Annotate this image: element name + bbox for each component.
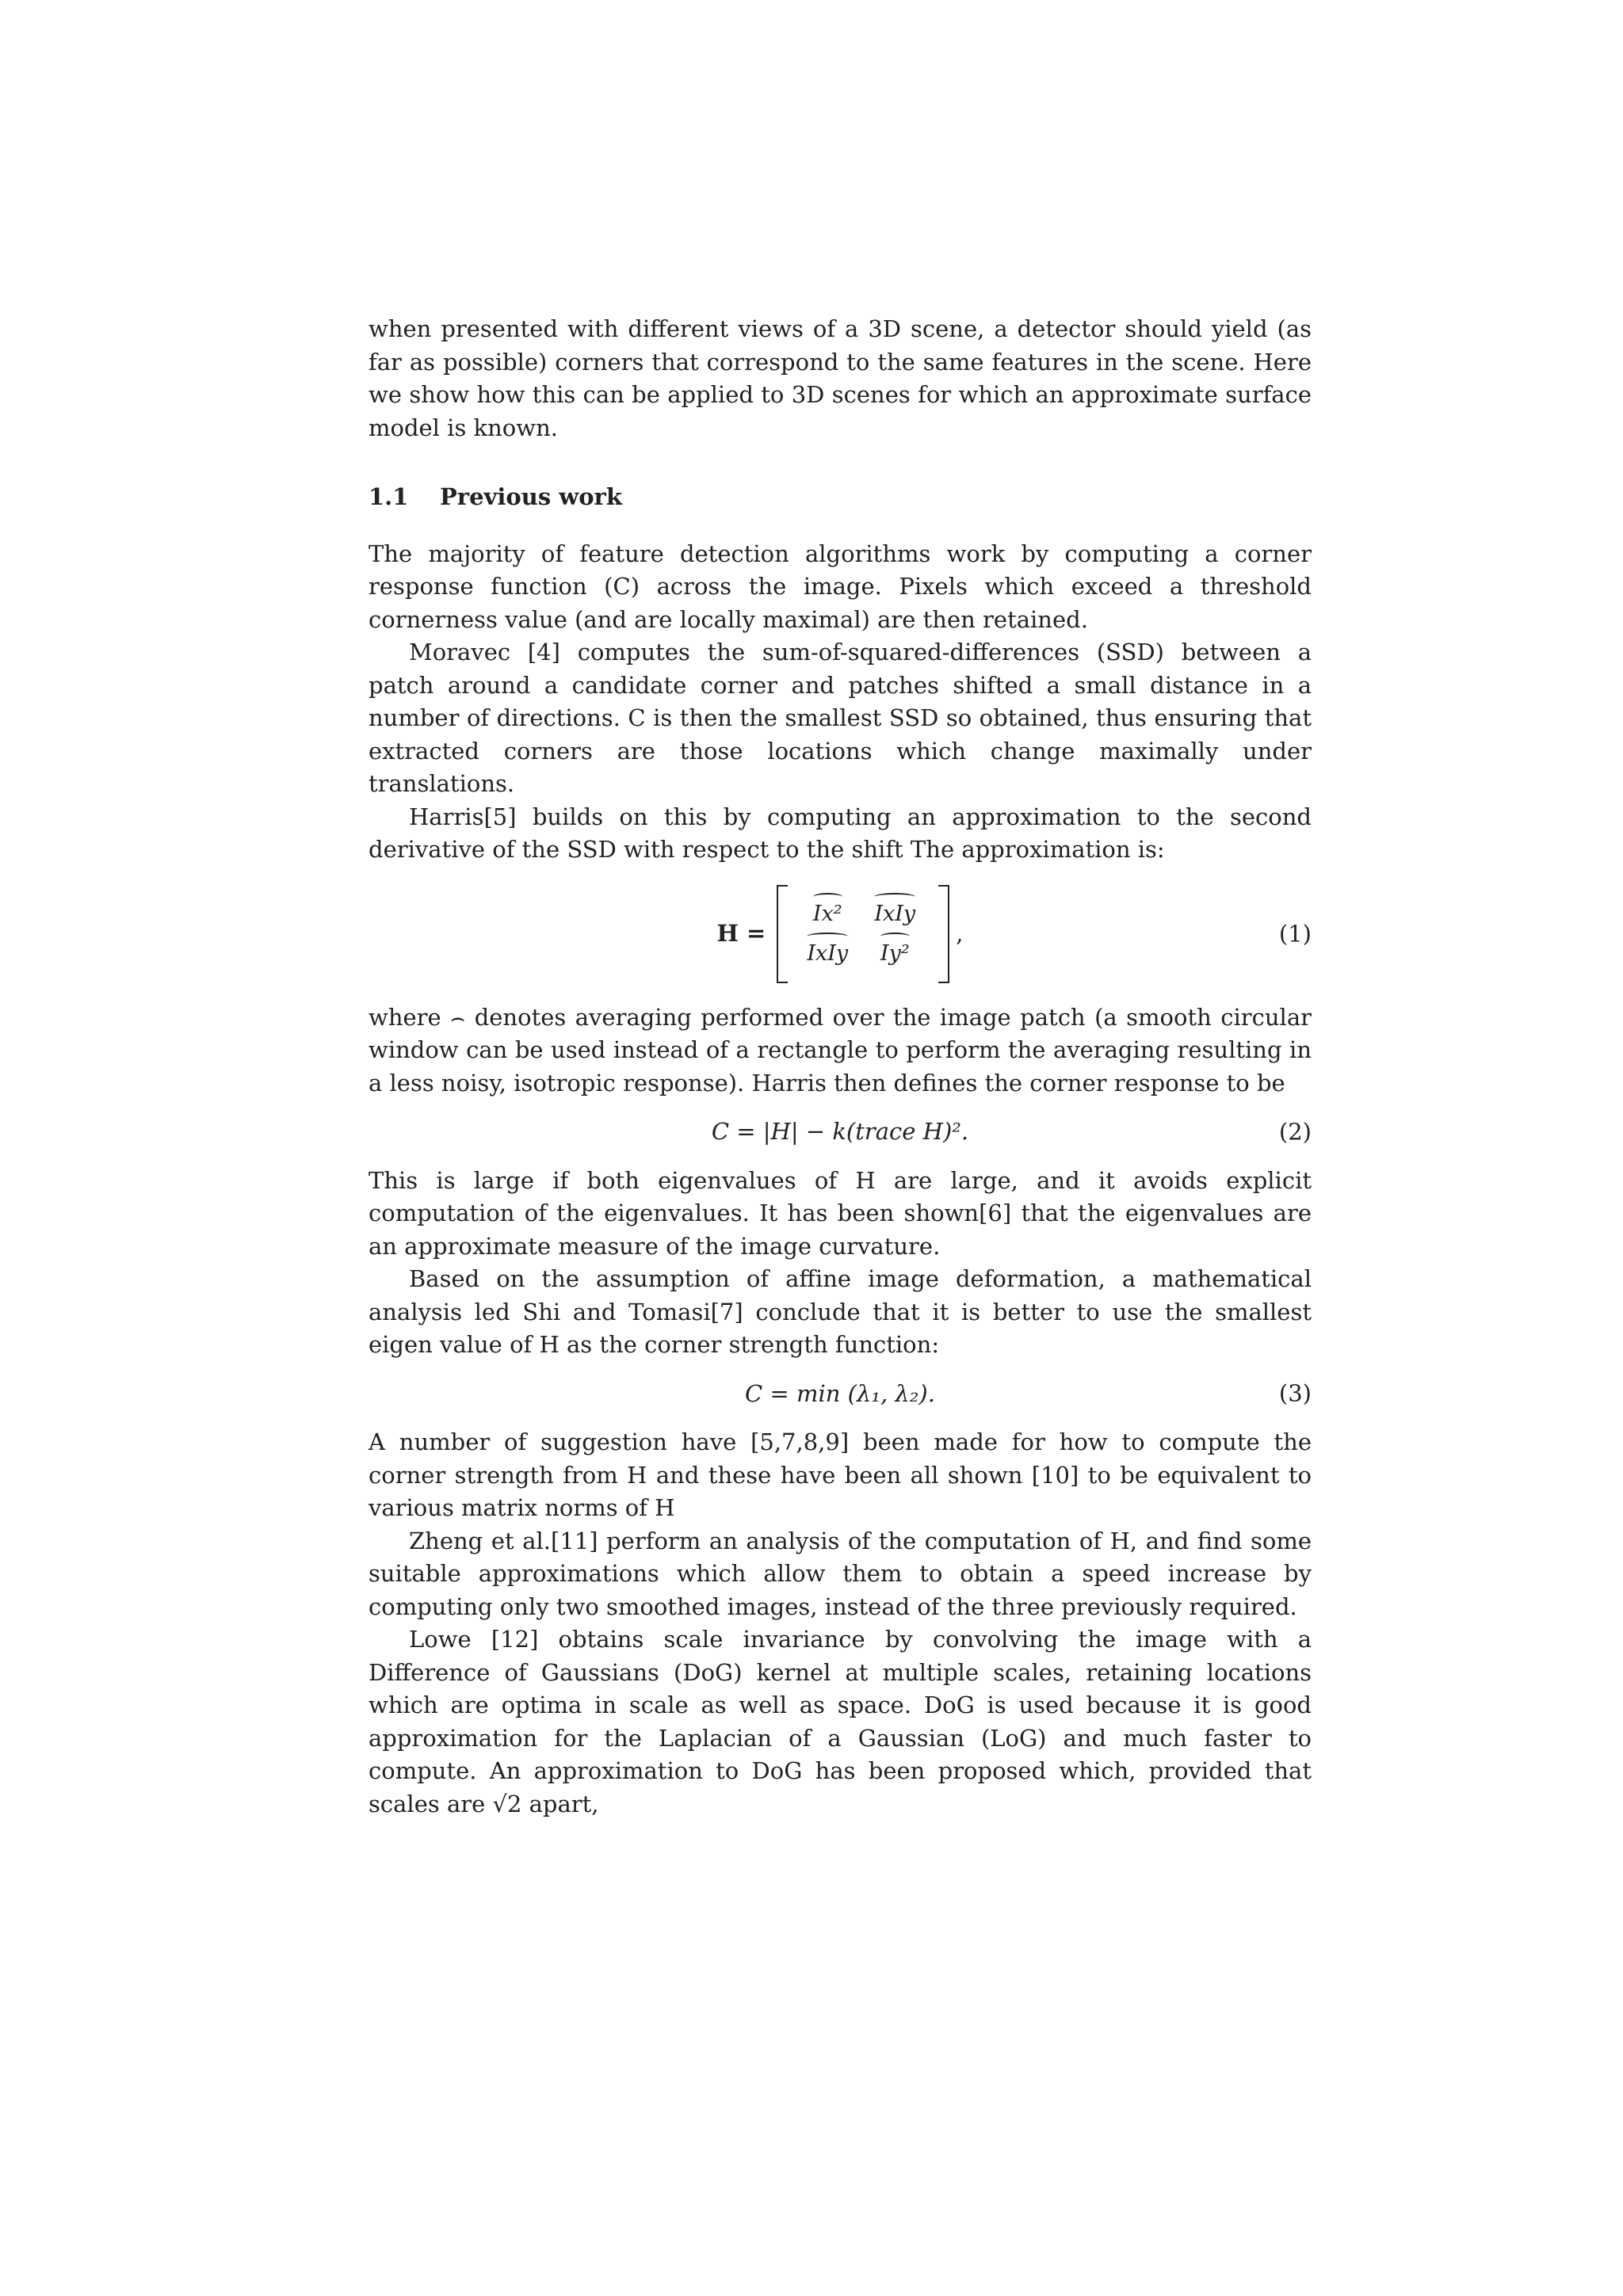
matrix-cell-11: Ix² xyxy=(813,898,842,931)
equation-1 xyxy=(369,883,1312,986)
section-heading xyxy=(369,481,1312,514)
eq1-tail: , xyxy=(956,919,964,947)
paragraph-9: Lowe [12] obtains scale invariance by convolving the image with a Difference of Gaussians (DoG) kernel at multiple scales, retaining locations which are optima in scale as well as space. DoG is used because it is good approximation for the Laplacian of a Gaussian (LoG) and much faster to compute. An approximation to DoG has been proposed which, provided that scales are √2 apart, xyxy=(369,1626,1312,1817)
equation-number-3: (3) xyxy=(1278,1379,1312,1407)
paper-page xyxy=(369,313,1312,1821)
section-number: 1.1 xyxy=(369,483,409,510)
paragraph-1: The majority of feature detection algorithms work by computing a corner response function (C) across the image. Pixels which exceed a threshold cornerness value (and are locally maximal) are then retained. xyxy=(369,540,1312,633)
equation-number-2: (2) xyxy=(1278,1118,1312,1145)
paragraph-8: Zheng et al.[11] perform an analysis of the computation of H, and find some suitable approximations which allow them to obtain a speed increase by computing only two smoothed images, instead of the three previously required. xyxy=(369,1527,1312,1620)
paragraph-7: A number of suggestion have [5,7,8,9] been made for how to compute the corner strength from H and these have been all shown [10] to be equivalent to various matrix norms of H xyxy=(369,1428,1312,1521)
paragraph-5: This is large if both eigenvalues of H are large, and it avoids explicit computation of the eigenvalues. It has been shown[6] that the eigenvalues are an approximate measure of the image curvature. xyxy=(369,1166,1312,1260)
paragraph-2: Moravec [4] computes the sum-of-squared-differences (SSD) between a patch around a candidate corner and patches shifted a small distance in a number of directions. C is then the smallest SSD so obtained, thus ensuring that extracted corners are those locations which change maximally under translations. xyxy=(369,639,1312,797)
equation-3 xyxy=(369,1378,1312,1411)
matrix-cell-22: Iy² xyxy=(880,937,910,971)
paragraph-3: Harris[5] builds on this by computing an approximation to the second derivative of the SSD with respect to the shift The approximation is: xyxy=(369,803,1312,863)
eq3-formula: C = min (λ₁, λ₂). xyxy=(745,1379,935,1407)
equation-number-1: (1) xyxy=(1278,919,1312,947)
eq1-matrix xyxy=(777,885,949,983)
paragraph-4: where ⌢ denotes averaging performed over the image patch (a smooth circular window can be used instead of a rectangle to perform the averaging resulting in a less noisy, isotropic response). Harris then defines the corner response to be xyxy=(369,1003,1312,1097)
matrix-cell-12: IxIy xyxy=(874,898,915,931)
eq2-formula: C = |H| − k(trace H)². xyxy=(711,1118,969,1145)
left-bracket xyxy=(777,885,788,983)
matrix-cell-21: IxIy xyxy=(807,937,848,971)
eq1-lhs: H = xyxy=(716,919,766,947)
paragraph-6: Based on the assumption of affine image deformation, a mathematical analysis led Shi and Tomasi[7] conclude that it is better to use the smallest eigen value of H as the corner strength function: xyxy=(369,1265,1312,1358)
intro-paragraph: when presented with different views of a 3D scene, a detector should yield (as far as possible) corners that correspond to the same features in the scene. Here we show how this can be applied to 3D scenes for which an approximate surface model is known. xyxy=(369,315,1312,441)
right-bracket xyxy=(938,885,949,983)
section-title: Previous work xyxy=(440,483,622,510)
equation-2 xyxy=(369,1116,1312,1149)
